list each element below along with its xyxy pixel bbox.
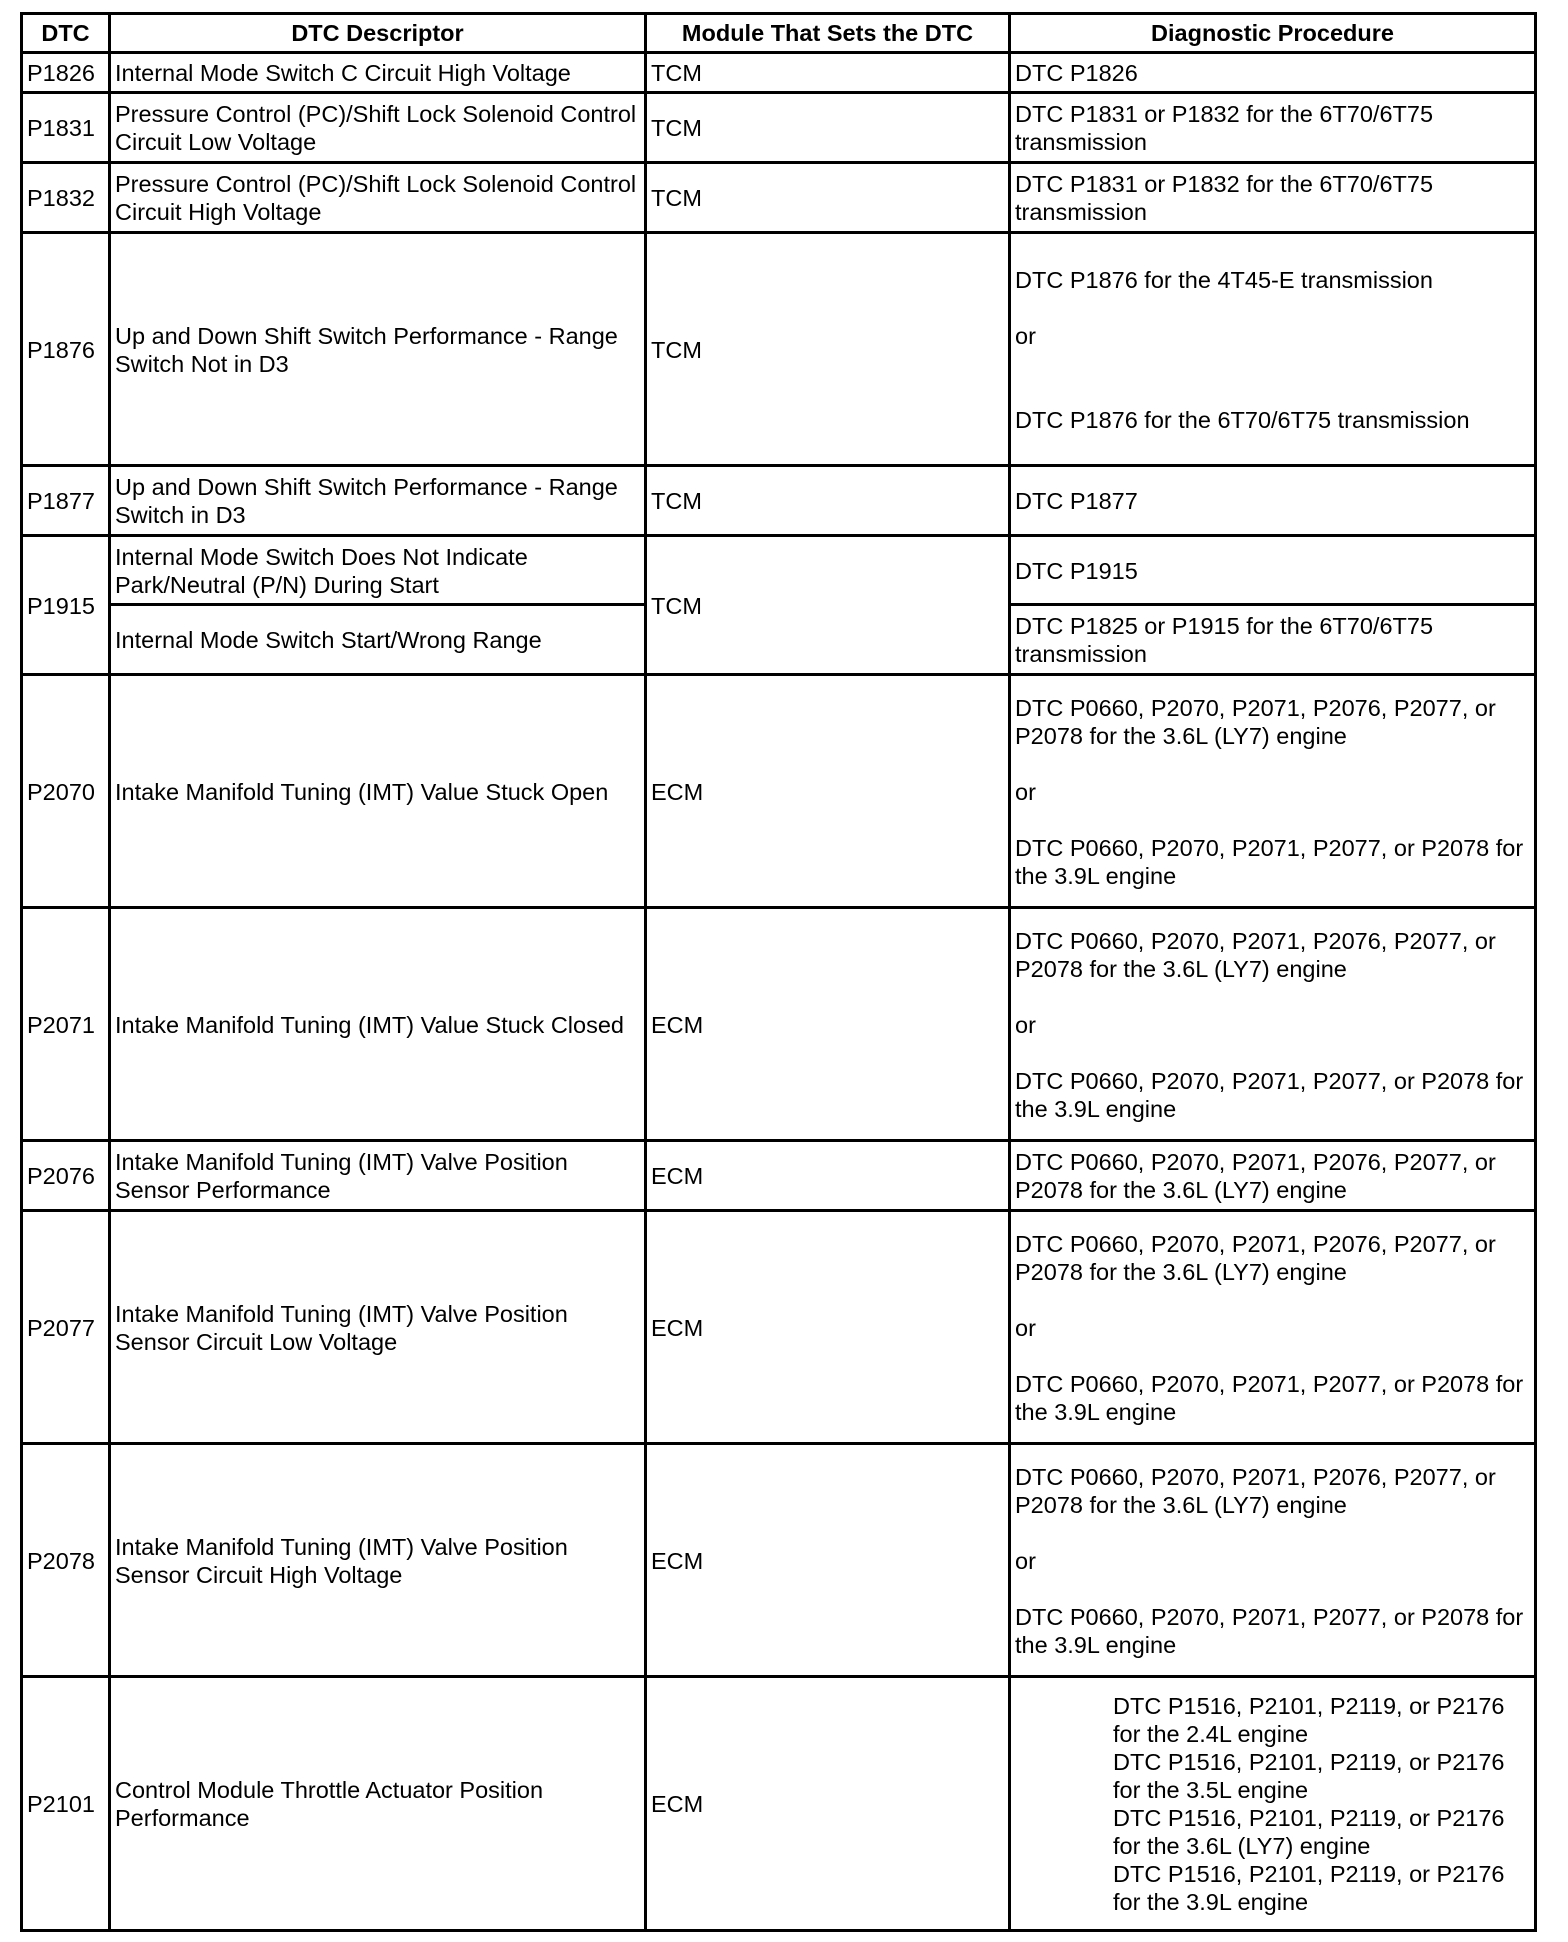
table-row xyxy=(22,1677,1536,1931)
procedure-line: DTC P1825 or P1915 for the 6T70/6T75 transmission xyxy=(1015,613,1434,667)
dtc-code: P1832 xyxy=(22,163,110,233)
dtc-descriptor-alt: Internal Mode Switch Start/Wrong Range xyxy=(110,605,646,675)
dtc-procedure-alt xyxy=(1010,605,1536,675)
dtc-descriptor: Intake Manifold Tuning (IMT) Value Stuck Open xyxy=(110,675,646,908)
dtc-descriptor: Intake Manifold Tuning (IMT) Valve Position Sensor Circuit Low Voltage xyxy=(110,1211,646,1444)
procedure-or: or xyxy=(1015,1011,1036,1038)
procedure-or: or xyxy=(1015,778,1036,805)
procedure-line: DTC P0660, P2070, P2071, P2077, or P2078 for the 3.9L engine xyxy=(1015,1067,1524,1122)
dtc-procedure xyxy=(1010,233,1536,466)
dtc-procedure xyxy=(1010,93,1536,163)
procedure-line: DTC P1516, P2101, P2119, or P2176 for the 2.4L engine xyxy=(1113,1693,1505,1747)
header-dtc: DTC xyxy=(22,14,110,53)
dtc-module: TCM xyxy=(646,53,1010,93)
dtc-descriptor: Internal Mode Switch Does Not Indicate Park/Neutral (P/N) During Start xyxy=(110,536,646,605)
dtc-procedure xyxy=(1010,1211,1536,1444)
procedure-or: or xyxy=(1015,1314,1036,1341)
dtc-module: ECM xyxy=(646,908,1010,1141)
procedure-line: DTC P0660, P2070, P2071, P2076, P2077, or P2078 for the 3.6L (LY7) engine xyxy=(1015,1149,1496,1203)
dtc-module: TCM xyxy=(646,93,1010,163)
dtc-module: ECM xyxy=(646,675,1010,908)
dtc-module: TCM xyxy=(646,233,1010,466)
procedure-line: DTC P0660, P2070, P2071, P2076, P2077, or P2078 for the 3.6L (LY7) engine xyxy=(1015,927,1496,982)
table-row xyxy=(22,233,1536,466)
dtc-code: P1915 xyxy=(22,536,110,675)
procedure-line: DTC P1877 xyxy=(1015,488,1138,514)
dtc-code: P1831 xyxy=(22,93,110,163)
procedure-line: DTC P0660, P2070, P2071, P2076, P2077, or P2078 for the 3.6L (LY7) engine xyxy=(1015,1230,1496,1285)
procedure-line: DTC P1516, P2101, P2119, or P2176 for the 3.6L (LY7) engine xyxy=(1113,1805,1505,1859)
dtc-code: P2076 xyxy=(22,1141,110,1211)
procedure-line: DTC P1876 for the 4T45-E transmission xyxy=(1015,266,1433,293)
dtc-descriptor: Up and Down Shift Switch Performance - Range Switch Not in D3 xyxy=(110,233,646,466)
dtc-module: ECM xyxy=(646,1141,1010,1211)
dtc-procedure xyxy=(1010,1677,1536,1931)
dtc-descriptor: Pressure Control (PC)/Shift Lock Solenoid Control Circuit High Voltage xyxy=(110,163,646,233)
procedure-line: DTC P1826 xyxy=(1015,60,1138,86)
dtc-table-sheet xyxy=(20,12,1534,1932)
dtc-descriptor: Intake Manifold Tuning (IMT) Valve Position Sensor Performance xyxy=(110,1141,646,1211)
procedure-or: or xyxy=(1015,1547,1036,1574)
table-row xyxy=(22,1141,1536,1211)
dtc-module: ECM xyxy=(646,1677,1010,1931)
dtc-procedure xyxy=(1010,163,1536,233)
table-row xyxy=(22,163,1536,233)
header-descriptor: DTC Descriptor xyxy=(110,14,646,53)
dtc-procedure xyxy=(1010,466,1536,536)
procedure-line: DTC P1516, P2101, P2119, or P2176 for the 3.5L engine xyxy=(1113,1749,1505,1803)
dtc-code: P1876 xyxy=(22,233,110,466)
procedure-or: or xyxy=(1015,322,1036,349)
dtc-code: P1877 xyxy=(22,466,110,536)
dtc-module: TCM xyxy=(646,536,1010,675)
table-row xyxy=(22,466,1536,536)
dtc-code: P2101 xyxy=(22,1677,110,1931)
procedure-line: DTC P1516, P2101, P2119, or P2176 for the 3.9L engine xyxy=(1113,1861,1505,1915)
dtc-procedure xyxy=(1010,1444,1536,1677)
dtc-descriptor: Intake Manifold Tuning (IMT) Valve Position Sensor Circuit High Voltage xyxy=(110,1444,646,1677)
dtc-descriptor: Up and Down Shift Switch Performance - Range Switch in D3 xyxy=(110,466,646,536)
table-row xyxy=(22,93,1536,163)
header-module: Module That Sets the DTC xyxy=(646,14,1010,53)
dtc-procedure xyxy=(1010,908,1536,1141)
dtc-procedure xyxy=(1010,675,1536,908)
procedure-line: DTC P0660, P2070, P2071, P2076, P2077, or P2078 for the 3.6L (LY7) engine xyxy=(1015,694,1496,749)
dtc-procedure xyxy=(1010,1141,1536,1211)
procedure-line: DTC P0660, P2070, P2071, P2077, or P2078 for the 3.9L engine xyxy=(1015,1370,1524,1425)
header-row xyxy=(22,14,1536,53)
dtc-descriptor: Intake Manifold Tuning (IMT) Value Stuck Closed xyxy=(110,908,646,1141)
table-row xyxy=(22,53,1536,93)
dtc-code: P2071 xyxy=(22,908,110,1141)
dtc-table xyxy=(20,12,1537,1932)
table-row xyxy=(22,536,1536,605)
procedure-line: DTC P1915 xyxy=(1015,557,1138,584)
procedure-line: DTC P0660, P2070, P2071, P2076, P2077, or P2078 for the 3.6L (LY7) engine xyxy=(1015,1463,1496,1518)
dtc-code: P1826 xyxy=(22,53,110,93)
procedure-line: DTC P1831 or P1832 for the 6T70/6T75 transmission xyxy=(1015,171,1434,225)
dtc-procedure xyxy=(1010,53,1536,93)
dtc-code: P2077 xyxy=(22,1211,110,1444)
dtc-descriptor: Internal Mode Switch C Circuit High Voltage xyxy=(110,53,646,93)
dtc-module: TCM xyxy=(646,466,1010,536)
header-procedure: Diagnostic Procedure xyxy=(1010,14,1536,53)
dtc-descriptor: Control Module Throttle Actuator Position Performance xyxy=(110,1677,646,1931)
dtc-code: P2070 xyxy=(22,675,110,908)
table-row xyxy=(22,675,1536,908)
dtc-code: P2078 xyxy=(22,1444,110,1677)
dtc-module: ECM xyxy=(646,1211,1010,1444)
procedure-line: DTC P0660, P2070, P2071, P2077, or P2078 for the 3.9L engine xyxy=(1015,1603,1524,1658)
dtc-module: TCM xyxy=(646,163,1010,233)
procedure-line: DTC P0660, P2070, P2071, P2077, or P2078 for the 3.9L engine xyxy=(1015,834,1524,889)
dtc-descriptor: Pressure Control (PC)/Shift Lock Solenoid Control Circuit Low Voltage xyxy=(110,93,646,163)
dtc-procedure xyxy=(1010,536,1536,605)
table-row xyxy=(22,908,1536,1141)
table-row xyxy=(22,1444,1536,1677)
procedure-line: DTC P1831 or P1832 for the 6T70/6T75 transmission xyxy=(1015,101,1434,155)
table-row xyxy=(22,1211,1536,1444)
procedure-line: DTC P1876 for the 6T70/6T75 transmission xyxy=(1015,406,1470,433)
dtc-module: ECM xyxy=(646,1444,1010,1677)
